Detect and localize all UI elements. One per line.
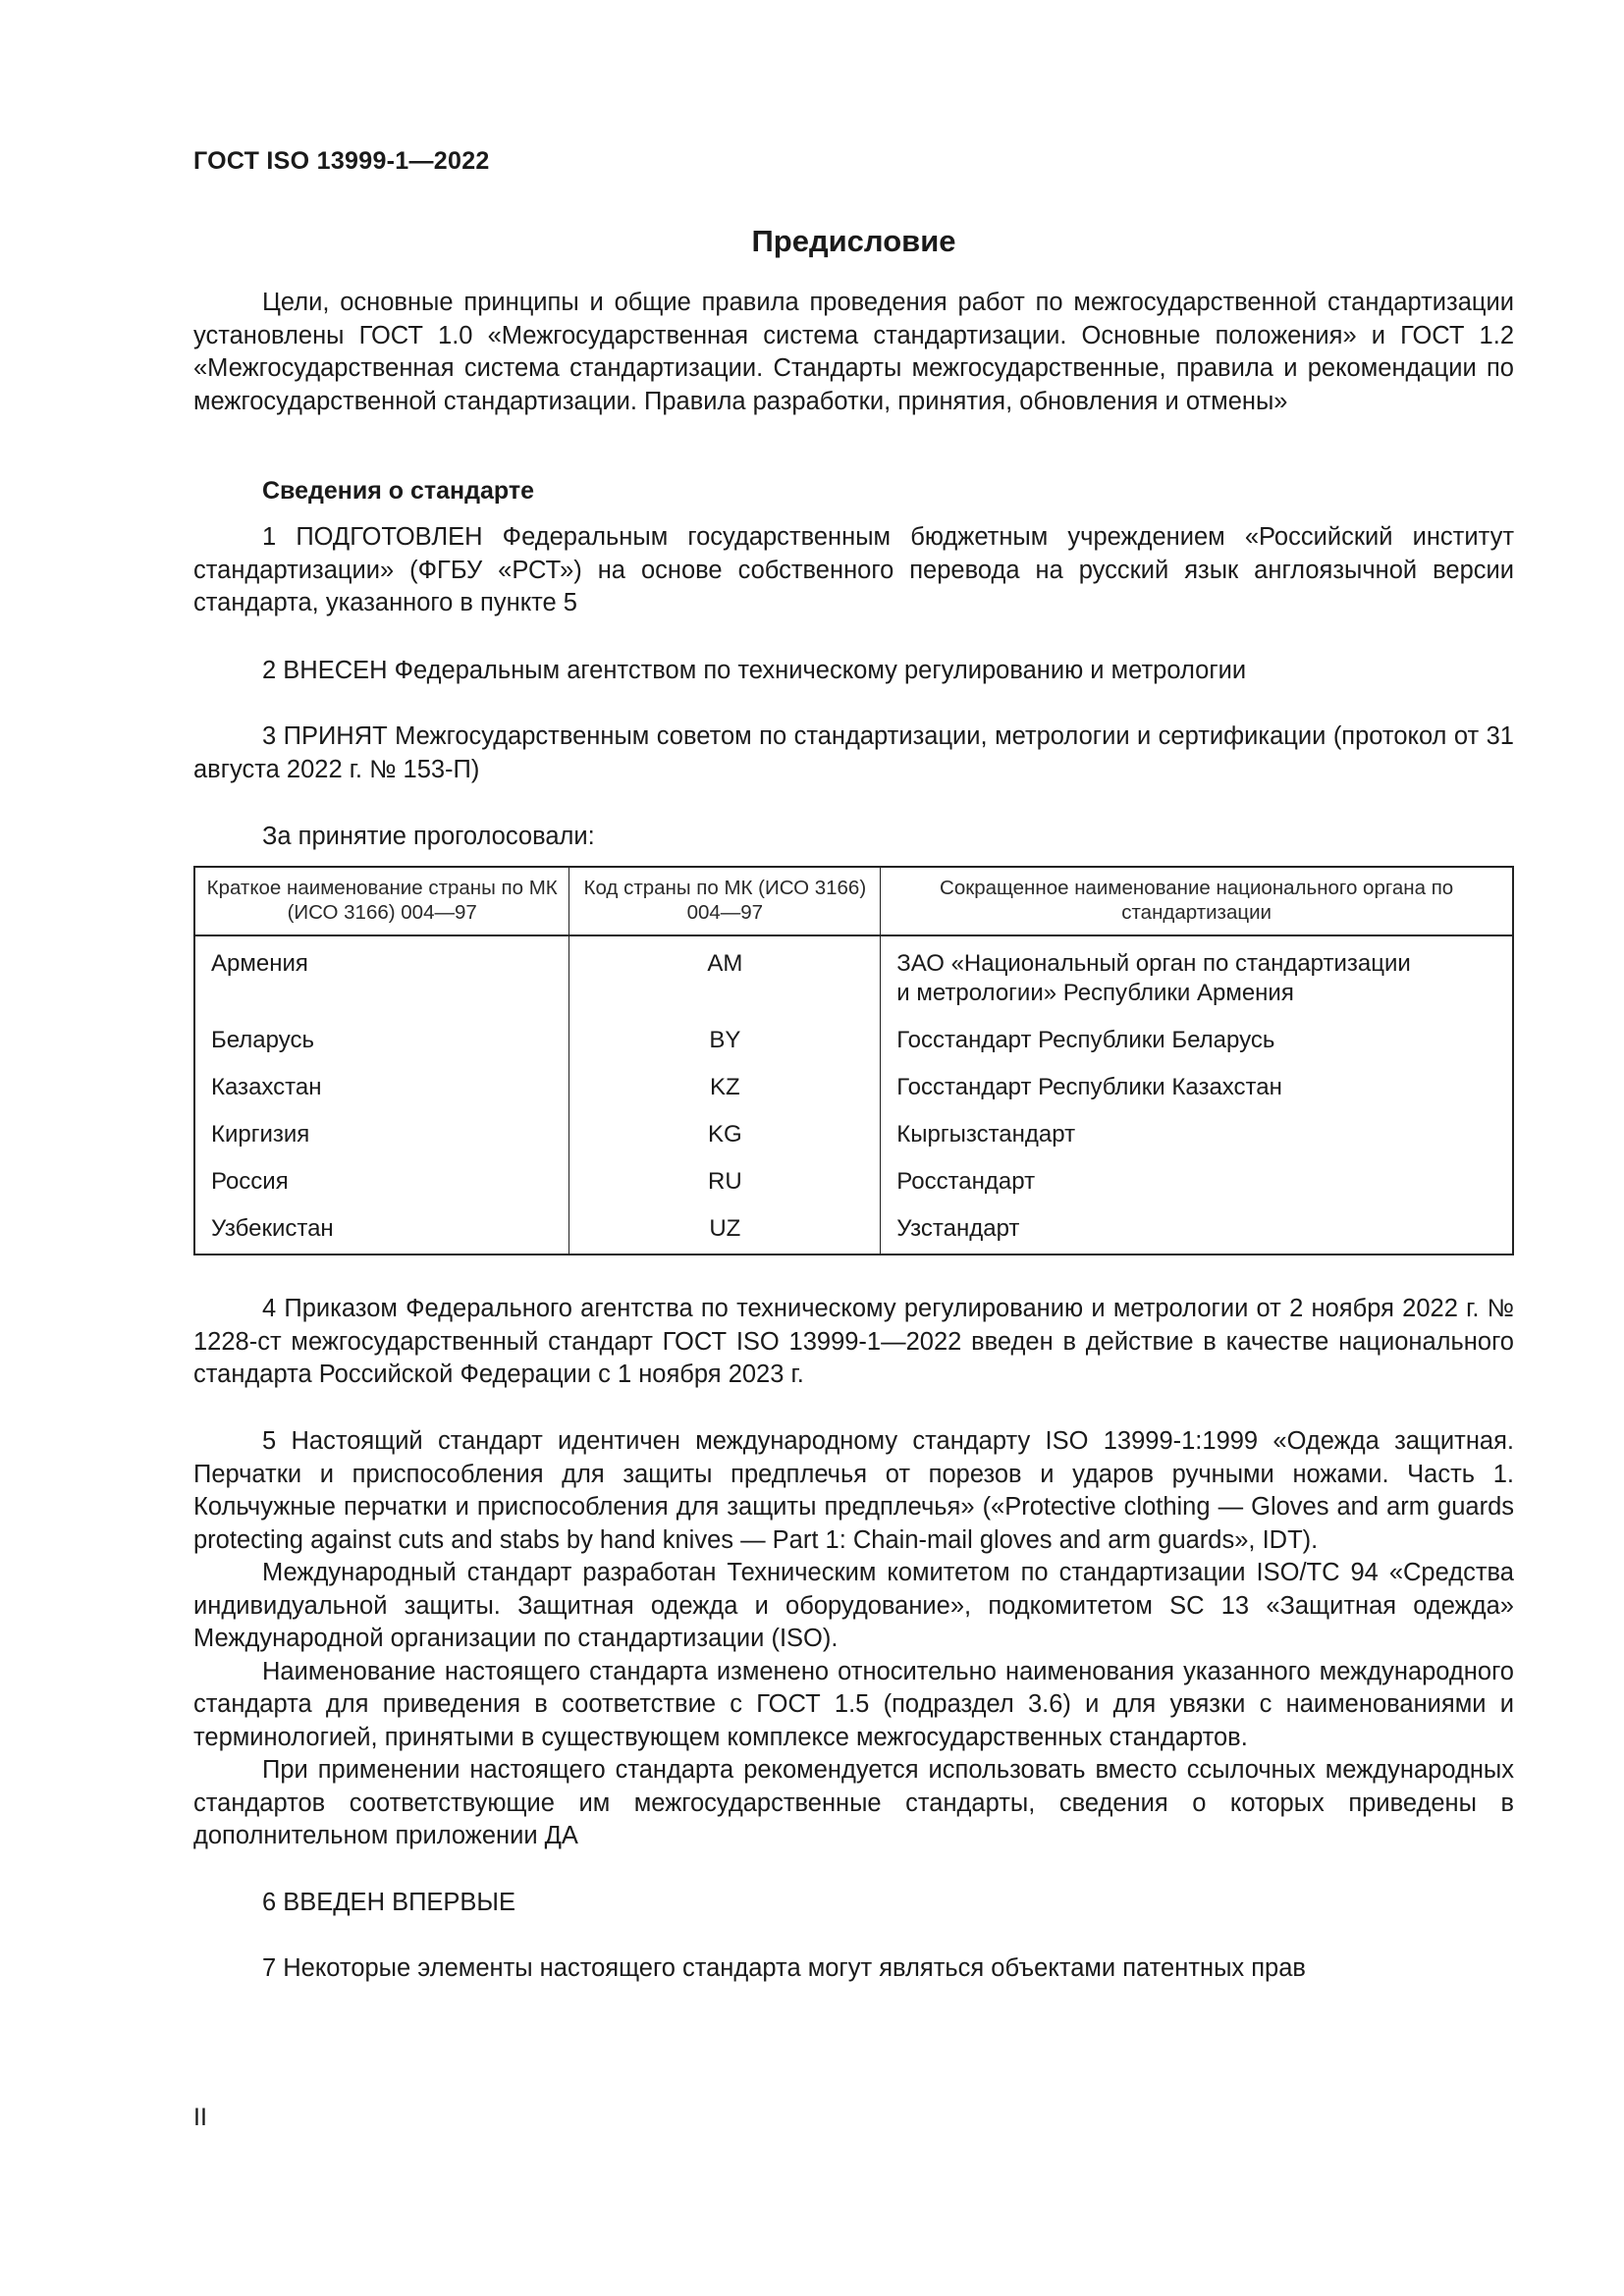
item-5-section <box>193 1425 1514 1853</box>
country-name: Казахстан <box>211 1074 322 1100</box>
item-5-paragraph-3: Наименование настоящего стандарта изменено относительно наименования указанного международного стандарта для приведения в соответствие с ГОСТ 1.5 (подраздел 3.6) и для увязки с наименованиями и терминологией, принятыми в существующем комплексе межгосударственных стандартов. <box>193 1657 1514 1751</box>
item-5-paragraph-1: 5 Настоящий стандарт идентичен международному стандарту ISO 13999-1:1999 «Одежда защитная. Перчатки и приспособления для защиты предплечья от порезов и ударов ручными ножами. Часть 1. Кольчужные перчатки и приспособления для защиты предплечья» («Protective clothing — Gloves and arm guards protecting against cuts and stabs by hand knives — Part 1: Chain-mail gloves and arm guards», IDT). <box>193 1427 1514 1554</box>
item-7-paragraph: 7 Некоторые элементы настоящего стандарта могут являться объектами патентных прав <box>262 1954 1306 1982</box>
standards-body: Узстандарт <box>881 1206 1513 1255</box>
page-title: Предисловие <box>751 224 956 258</box>
country-code: RU <box>569 1159 881 1206</box>
country-name: Киргизия <box>211 1121 310 1148</box>
page-number: II <box>193 2104 207 2131</box>
country-code: UZ <box>569 1206 881 1255</box>
voting-countries-table <box>193 866 1514 1255</box>
country-name: Армения <box>211 950 308 977</box>
table-row <box>194 1206 1513 1255</box>
standards-body-line-1: ЗАО «Национальный орган по стандартизации <box>896 950 1411 977</box>
standards-body: Госстандарт Республики Беларусь <box>881 1018 1513 1065</box>
document-code-header: ГОСТ ISO 13999-1—2022 <box>193 147 490 175</box>
vote-intro-text: За принятие проголосовали: <box>262 823 595 850</box>
item-2-paragraph: 2 ВНЕСЕН Федеральным агентством по техническому регулированию и метрологии <box>262 657 1247 684</box>
table-header-body: Сокращенное наименование национального органа по стандартизации <box>881 867 1513 935</box>
country-name: Беларусь <box>211 1027 314 1053</box>
table-header-country: Краткое наименование страны по МК (ИСО 3166) 004—97 <box>194 867 569 935</box>
item-6-paragraph: 6 ВВЕДЕН ВПЕРВЫЕ <box>262 1889 516 1916</box>
country-code: AM <box>569 935 881 1018</box>
country-code: KG <box>569 1112 881 1159</box>
standards-body: Росстандарт <box>881 1159 1513 1206</box>
item-1-paragraph: 1 ПОДГОТОВЛЕН Федеральным государственным бюджетным учреждением «Российский институт стандартизации» (ФГБУ «РСТ») на основе собственного перевода на русский язык англоязычной версии стандарта, указанного в пункте 5 <box>193 523 1514 616</box>
standards-body: Кыргызстандарт <box>881 1112 1513 1159</box>
country-name: Узбекистан <box>211 1215 334 1242</box>
standards-body-line-2: и метрологии» Республики Армения <box>896 980 1294 1006</box>
table-row <box>194 1112 1513 1159</box>
item-3-paragraph: 3 ПРИНЯТ Межгосударственным советом по стандартизации, метрологии и сертификации (протокол от 31 августа 2022 г. № 153-П) <box>193 722 1514 783</box>
about-standard-heading: Сведения о стандарте <box>262 477 535 505</box>
table-header-code: Код страны по МК (ИСО 3166) 004—97 <box>569 867 881 935</box>
standards-body: Госстандарт Республики Казахстан <box>881 1065 1513 1112</box>
country-name: Россия <box>211 1168 289 1195</box>
table-row <box>194 1065 1513 1112</box>
table-row <box>194 1159 1513 1206</box>
intro-paragraph: Цели, основные принципы и общие правила проведения работ по межгосударственной стандартизации установлены ГОСТ 1.0 «Межгосударственная система стандартизации. Основные положения» и ГОСТ 1.2 «Межгосударственная система стандартизации. Стандарты межгосударственные, правила и рекомендации по межгосударственной стандартизации. Правила разработки, принятия, обновления и отмены» <box>193 289 1514 415</box>
table-header-row <box>194 867 1513 935</box>
standards-body <box>881 935 1513 1018</box>
item-4-paragraph: 4 Приказом Федерального агентства по техническому регулированию и метрологии от 2 ноября 2022 г. № 1228-ст межгосударственный стандарт ГОСТ ISO 13999-1—2022 введен в действие в качестве национального стандарта Российской Федерации с 1 ноября 2023 г. <box>193 1295 1514 1388</box>
table-row <box>194 1018 1513 1065</box>
item-5-paragraph-4: При применении настоящего стандарта рекомендуется использовать вместо ссылочных международных стандартов соответствующие им межгосударственные стандарты, сведения о которых приведены в дополнительном приложении ДА <box>193 1756 1514 1849</box>
table-row <box>194 935 1513 1018</box>
item-5-paragraph-2: Международный стандарт разработан Техническим комитетом по стандартизации ISO/TC 94 «Средства индивидуальной защиты. Защитная одежда и оборудование», подкомитетом SC 13 «Защитная одежда» Международной организации по стандартизации (ISO). <box>193 1559 1514 1652</box>
country-code: BY <box>569 1018 881 1065</box>
country-code: KZ <box>569 1065 881 1112</box>
